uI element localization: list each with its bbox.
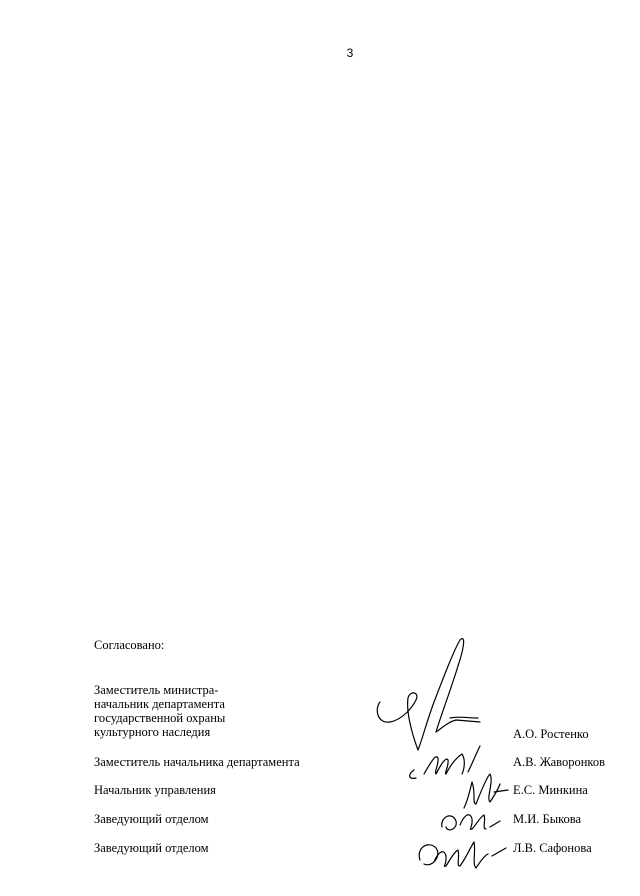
signatory-name-4: М.И. Быкова bbox=[513, 812, 582, 826]
corner-mark bbox=[634, 0, 636, 5]
position-line: Начальник управления bbox=[94, 783, 216, 797]
signatory-name-3: Е.С. Минкина bbox=[513, 783, 588, 797]
signatory-position-1 bbox=[94, 683, 225, 739]
signatory-name-2: А.В. Жаворонков bbox=[513, 755, 606, 769]
position-line: Заведующий отделом bbox=[94, 841, 209, 855]
signature-4 bbox=[436, 803, 506, 838]
signature-5 bbox=[414, 834, 514, 879]
signatory-position-4 bbox=[94, 812, 209, 826]
signatory-position-2 bbox=[94, 755, 300, 769]
position-line: культурного наследия bbox=[94, 725, 211, 739]
signatory-name-1: А.О. Ростенко bbox=[513, 727, 589, 741]
position-line: Заведующий отделом bbox=[94, 812, 209, 826]
position-line: начальник департамента bbox=[94, 697, 225, 711]
position-line: Заместитель министра- bbox=[94, 683, 219, 697]
signatory-position-5 bbox=[94, 841, 209, 855]
signatory-position-3 bbox=[94, 783, 216, 797]
page-number: 3 bbox=[346, 46, 354, 60]
position-line: Заместитель начальника департамента bbox=[94, 755, 300, 769]
position-line: государственной охраны bbox=[94, 711, 226, 725]
signatory-name-5: Л.В. Сафонова bbox=[513, 841, 592, 855]
approval-heading: Согласовано: bbox=[94, 638, 165, 652]
